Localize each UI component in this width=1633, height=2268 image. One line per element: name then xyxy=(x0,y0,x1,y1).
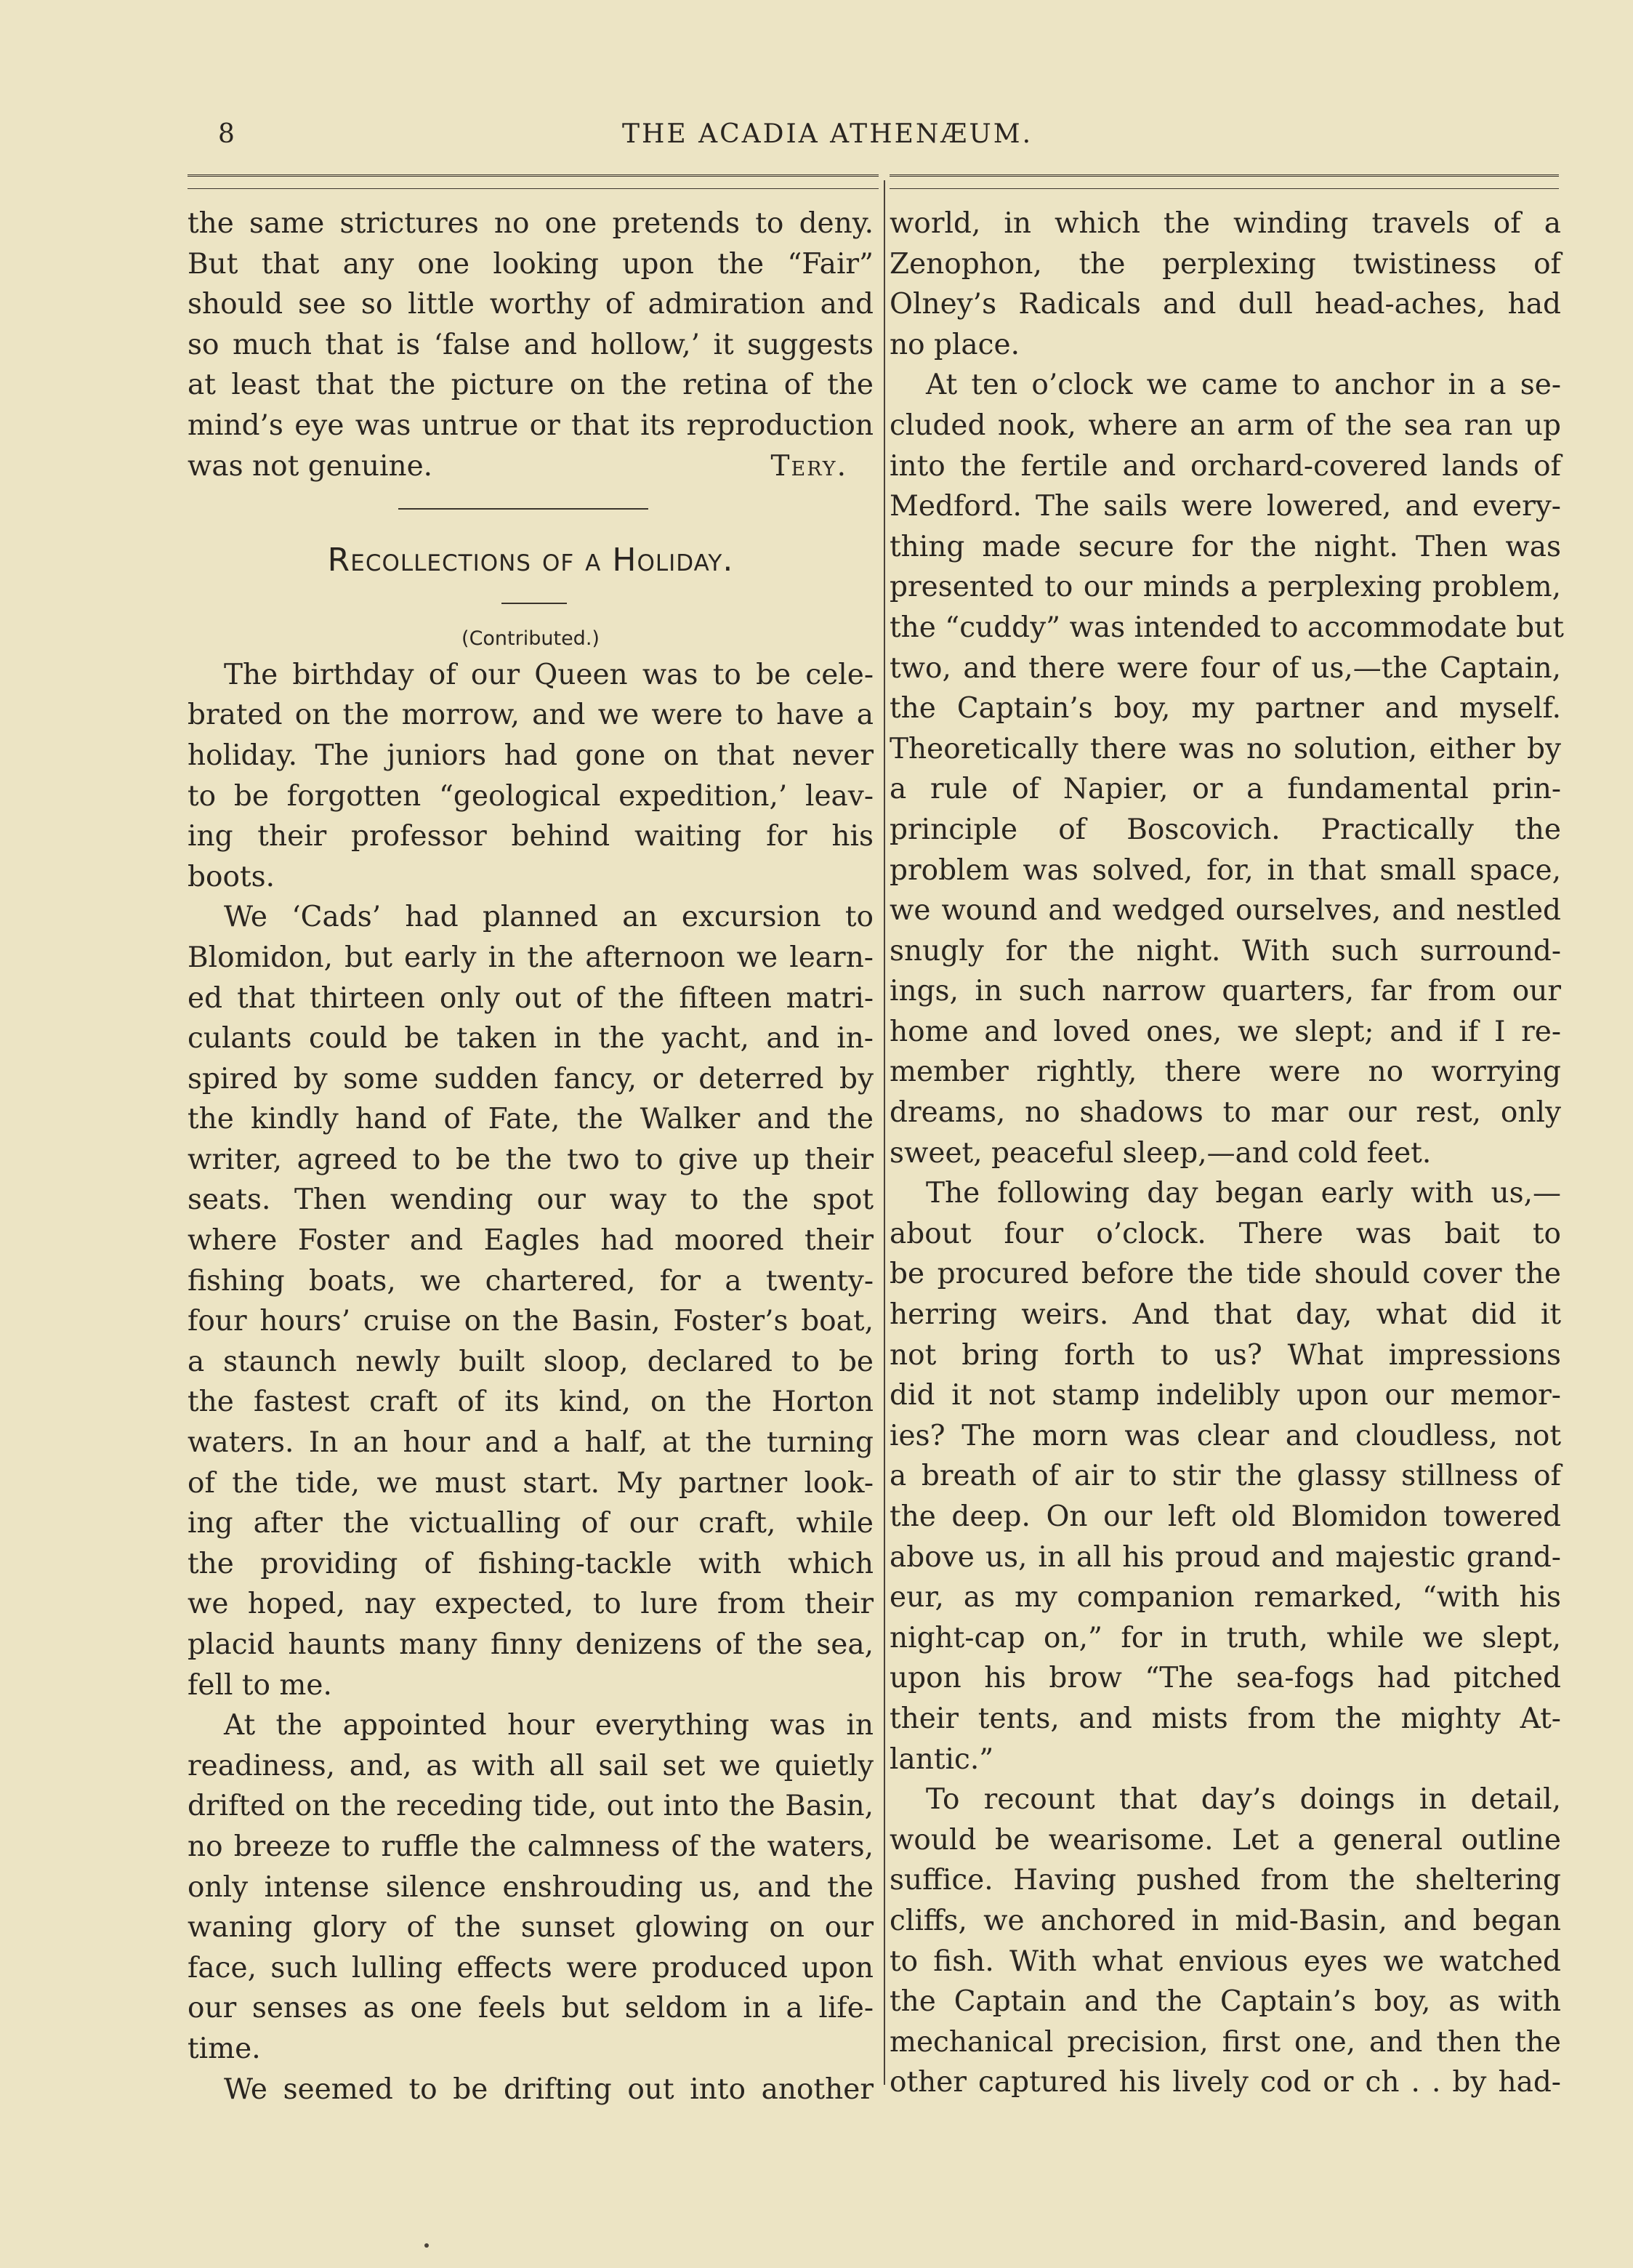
text-line: would be wearisome. Let a general outline xyxy=(890,1823,1561,1857)
text-line: should see so little worthy of admiration and xyxy=(188,288,874,321)
text-line: herring weirs. And that day, what did it xyxy=(890,1298,1561,1332)
text-line: But that any one looking upon the “Fair” xyxy=(188,247,874,281)
paragraph xyxy=(890,1173,1561,1780)
text-line: at least that the picture on the retina of the xyxy=(188,369,874,402)
prev-article-text xyxy=(188,204,874,486)
text-line: eur, as my companion remarked, “with his xyxy=(890,1581,1561,1614)
text-line: mechanical precision, first one, and then the xyxy=(890,2025,1561,2059)
text-line: the providing of fishing-tackle with which xyxy=(188,1547,874,1580)
text-line: ed that thirteen only out of the fifteen matri- xyxy=(188,981,874,1015)
text-line: suffice. Having pushed from the sheltering xyxy=(890,1864,1561,1897)
text-line: At the appointed hour everything was in xyxy=(224,1709,874,1742)
text-line: our senses as one feels but seldom in a life- xyxy=(188,1992,874,2025)
text-line: the same strictures no one pretends to deny. xyxy=(188,207,874,240)
text-line: readiness, and, as with all sail set we quietly xyxy=(188,1749,874,1782)
text-line: a rule of Napier, or a fundamental prin- xyxy=(890,773,1561,806)
text-line: so much that is ‘false and hollow,’ it suggests xyxy=(188,328,874,361)
text-line: brated on the morrow, and we were to have a xyxy=(188,699,874,732)
text-line: writer, agreed to be the two to give up their xyxy=(188,1143,874,1176)
right-column xyxy=(890,204,1564,2103)
text-line: Zenophon, the perplexing twistiness of xyxy=(890,247,1561,281)
text-line: Theoretically there was no solution, either by xyxy=(890,732,1561,765)
text-line: Olney’s Radicals and dull head-aches, had xyxy=(890,288,1561,321)
text-line: cluded nook, where an arm of the sea ran up xyxy=(890,409,1561,442)
text-line: where Foster and Eagles had moored their xyxy=(188,1224,874,1258)
text-line: home and loved ones, we slept; and if I re- xyxy=(890,1015,1561,1048)
text-line: At ten o’clock we came to anchor in a se- xyxy=(926,369,1561,402)
text-line: no breeze to ruffle the calmness of the waters, xyxy=(188,1830,874,1863)
text-line: the fastest craft of its kind, on the Horton xyxy=(188,1386,874,1419)
text-line: be procured before the tide should cover the xyxy=(890,1258,1561,1291)
text-line: did it not stamp indelibly upon our memor- xyxy=(890,1379,1561,1412)
closing-line: was not genuine. xyxy=(188,449,433,483)
text-line: sweet, peaceful sleep,—and cold feet. xyxy=(890,1136,1432,1170)
paragraph xyxy=(188,2070,874,2110)
text-line: spired by some sudden fancy, or deterred by xyxy=(188,1062,874,1095)
text-line: we wound and wedged ourselves, and nestled xyxy=(890,894,1561,928)
text-line: night-cap on,” for in truth, while we slept, xyxy=(890,1621,1561,1654)
left-column xyxy=(188,204,874,2110)
text-line: fishing boats, we chartered, for a twenty- xyxy=(188,1264,874,1298)
text-line: ing their professor behind waiting for his xyxy=(188,820,874,853)
text-line: their tents, and mists from the mighty At- xyxy=(890,1702,1561,1735)
text-line: Blomidon, but early in the afternoon we learn- xyxy=(188,941,874,974)
text-line: The following day began early with us,— xyxy=(926,1177,1561,1210)
text-line: face, such lulling effects were produced upon xyxy=(188,1951,874,1984)
text-line: no place. xyxy=(890,328,1020,361)
text-line: the Captain’s boy, my partner and myself. xyxy=(890,692,1561,725)
text-line: other captured his lively cod or ch . . by had- xyxy=(890,2066,1561,2099)
text-line: placid haunts many finny denizens of the sea, xyxy=(188,1628,874,1661)
text-line: not bring forth to us? What impressions xyxy=(890,1338,1561,1372)
text-line: waters. In an hour and a half, at the turning xyxy=(188,1426,874,1460)
text-line: cliffs, we anchored in mid-Basin, and began xyxy=(890,1904,1561,1937)
header-rule-left xyxy=(188,174,879,189)
text-line: four hours’ cruise on the Basin, Foster’s boat, xyxy=(188,1305,874,1338)
text-line: mind’s eye was untrue or that its reproduction xyxy=(188,409,874,442)
page-number: 8 xyxy=(218,119,235,149)
text-line: ing after the victualling of our craft, while xyxy=(188,1507,874,1540)
paragraph xyxy=(188,897,874,1705)
text-line xyxy=(188,446,874,487)
text-line: To recount that day’s doings in detail, xyxy=(926,1783,1561,1817)
author-signature: Tery. xyxy=(770,449,847,483)
text-line: the kindly hand of Fate, the Walker and the xyxy=(188,1103,874,1136)
heading-rule xyxy=(188,598,874,619)
header-rule-right xyxy=(890,174,1559,189)
text-line: two, and there were four of us,—the Captain, xyxy=(890,651,1561,685)
text-line: dreams, no shadows to mar our rest, only xyxy=(890,1096,1561,1130)
text-line: drifted on the receding tide, out into the Basin, xyxy=(188,1790,874,1823)
paragraph xyxy=(890,1780,1561,2103)
column-divider xyxy=(884,180,885,2085)
text-line: upon his brow “The sea-fogs had pitched xyxy=(890,1662,1561,1695)
text-line: thing made secure for the night. Then was xyxy=(890,530,1561,563)
text-line: above us, in all his proud and majestic grand- xyxy=(890,1540,1561,1574)
text-line: Medford. The sails were lowered, and every- xyxy=(890,490,1561,523)
text-line: culants could be taken in the yacht, and in- xyxy=(188,1022,874,1055)
running-header xyxy=(0,119,1633,156)
paragraph xyxy=(188,655,874,898)
text-line: of the tide, we must start. My partner look- xyxy=(188,1466,874,1500)
text-line: ings, in such narrow quarters, far from our xyxy=(890,975,1561,1008)
text-line: time. xyxy=(188,2032,261,2065)
ink-speck xyxy=(424,2243,429,2248)
contributed-note: (Contributed.) xyxy=(461,627,600,650)
text-line: to fish. With what envious eyes we watched xyxy=(890,1945,1561,1978)
text-line: We seemed to be drifting out into another xyxy=(224,2072,874,2106)
text-line: the deep. On our left old Blomidon towered xyxy=(890,1500,1561,1533)
text-line: The birthday of our Queen was to be cele- xyxy=(224,658,874,691)
text-line: fell to me. xyxy=(188,1668,332,1702)
text-line: lantic.” xyxy=(890,1742,994,1776)
text-line: boots. xyxy=(188,860,275,893)
text-line: to be forgotten “geological expedition,’ leav- xyxy=(188,779,874,813)
text-line: into the fertile and orchard-covered lands of xyxy=(890,449,1561,483)
text-line: snugly for the night. With such surround- xyxy=(890,934,1561,968)
text-line: a staunch newly built sloop, declared to be xyxy=(188,1345,874,1378)
paragraph xyxy=(188,1705,874,2069)
text-line: world, in which the winding travels of a xyxy=(890,207,1561,240)
text-line: member rightly, there were no worrying xyxy=(890,1055,1561,1089)
text-line: seats. Then wending our way to the spot xyxy=(188,1183,874,1217)
article-separator xyxy=(188,486,874,527)
text-line: presented to our minds a perplexing problem, xyxy=(890,571,1561,604)
text-line: holiday. The juniors had gone on that never xyxy=(188,739,874,772)
journal-title: THE ACADIA ATHENÆUM. xyxy=(621,119,1033,149)
paragraph xyxy=(890,365,1564,1173)
text-line: the “cuddy” was intended to accommodate but xyxy=(890,611,1564,644)
text-line: the Captain and the Captain’s boy, as with xyxy=(890,1985,1561,2019)
text-line: ies? The morn was clear and cloudless, not xyxy=(890,1419,1561,1452)
text-line: a breath of air to stir the glassy stillness of xyxy=(890,1460,1561,1493)
text-line: We ‘Cads’ had planned an excursion to xyxy=(224,901,874,934)
text-line: waning glory of the sunset glowing on our xyxy=(188,1911,874,1945)
text-line: principle of Boscovich. Practically the xyxy=(890,813,1561,846)
text-line: problem was solved, for, in that small space, xyxy=(890,853,1561,887)
text-line: about four o’clock. There was bait to xyxy=(890,1217,1561,1250)
text-line: we hoped, nay expected, to lure from their xyxy=(188,1588,874,1621)
text-line: only intense silence enshrouding us, and the xyxy=(188,1870,874,1904)
paragraph xyxy=(890,204,1561,365)
article-heading: Recollections of a Holiday. xyxy=(327,541,734,579)
